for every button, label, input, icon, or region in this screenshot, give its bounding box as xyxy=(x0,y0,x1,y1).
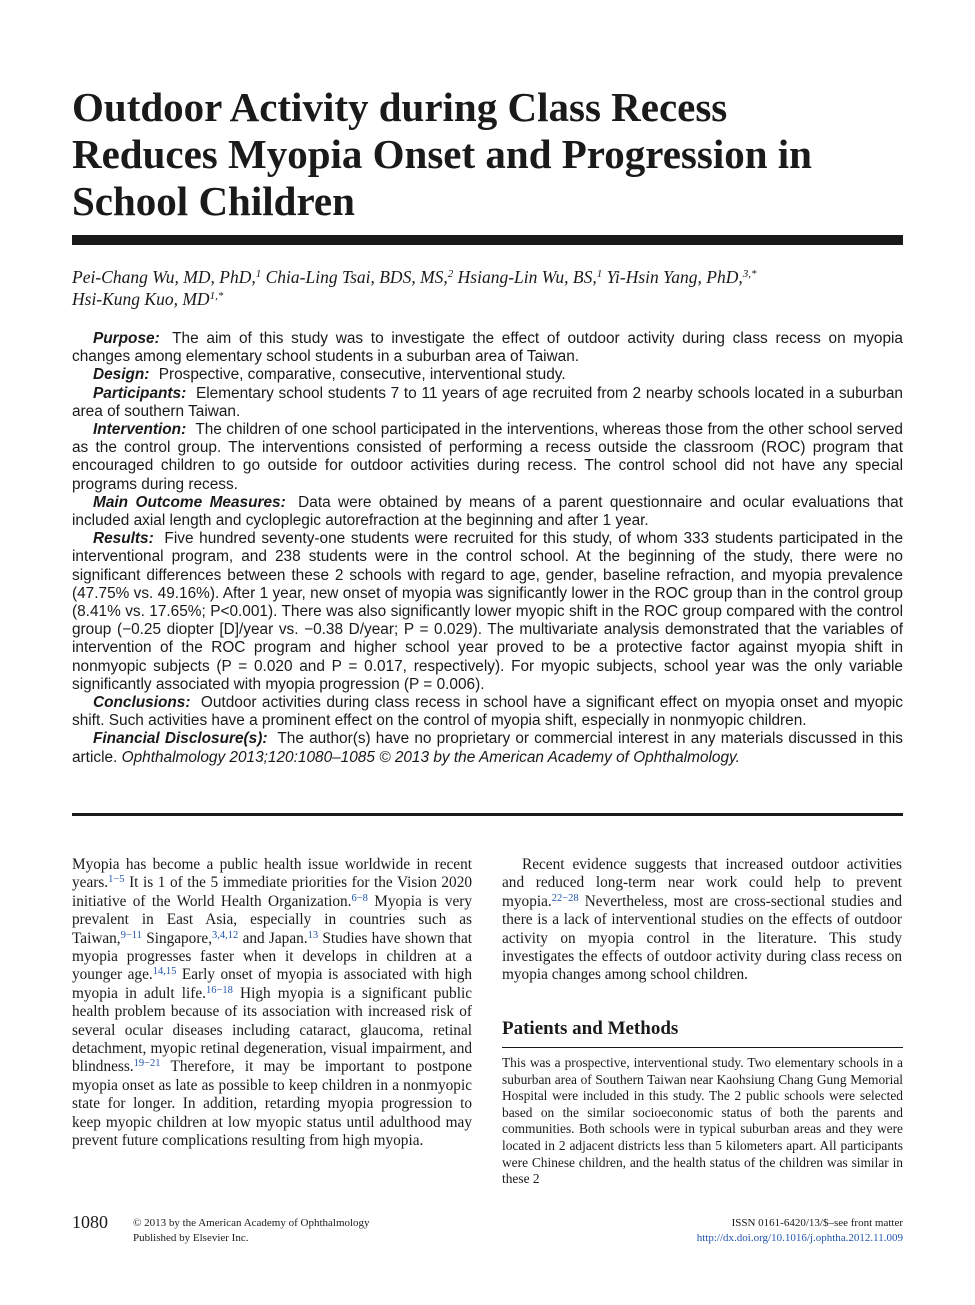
abstract-label: Results: xyxy=(93,530,154,548)
abstract-intervention xyxy=(72,421,903,494)
body-text: and Japan. xyxy=(238,929,308,947)
body-text: Therefore, it may be important to postpone myopia onset as late as possible to keep children in a nonmyopic state for longer. In addition, retarding myopia progression to keep myopic children at low myopic status until adulthood may prevent future complications resulting from high myopia. xyxy=(72,1058,472,1150)
title-divider xyxy=(72,235,903,245)
reference-link[interactable]: 3,4,12 xyxy=(212,929,239,941)
journal-citation: Ophthalmology 2013;120:1080–1085 © 2013 by the American Academy of Ophthalmology. xyxy=(121,748,740,766)
author-line-2 xyxy=(72,288,912,310)
body-text: Recent evidence suggests that increased outdoor activities and reduced long-term near work could help to prevent myopia. xyxy=(502,856,902,910)
reference-link[interactable]: 6−8 xyxy=(351,892,368,904)
author-name: Pei-Chang Wu, MD, PhD, xyxy=(72,267,256,287)
page-number: 1080 xyxy=(72,1212,108,1232)
author-name: Yi-Hsin Yang, PhD, xyxy=(606,267,743,287)
body-text: It is 1 of the 5 immediate priorities for the Vision 2020 initiative of the World Health Organization. xyxy=(72,874,472,910)
abstract-label: Intervention: xyxy=(93,421,187,439)
body-text: Myopia has become a public health issue worldwide in recent years. xyxy=(72,856,472,892)
abstract-label: Purpose: xyxy=(93,330,160,347)
abstract-text: Elementary school students 7 to 11 years of age recruited from 2 nearby schools located in a suburban area of southern Taiwan. xyxy=(72,384,903,420)
author-name: Hsi-Kung Kuo, MD xyxy=(72,289,210,309)
title-line-2: Reduces Myopia Onset and Progression in xyxy=(72,131,812,177)
abstract xyxy=(72,330,903,767)
issn-line: ISSN 0161-6420/13/$–see front matter xyxy=(731,1217,903,1229)
intro-paragraph-1 xyxy=(72,856,472,1151)
body-text: Early onset of myopia is associated with high myopia in adult life. xyxy=(72,966,472,1002)
footer-copyright xyxy=(133,1216,370,1245)
author-line-1 xyxy=(72,266,912,288)
abstract-text: Prospective, comparative, consecutive, interventional study. xyxy=(158,366,566,384)
reference-link[interactable]: 16−18 xyxy=(205,984,233,996)
body-column-right xyxy=(502,856,902,985)
reference-link[interactable]: 22−28 xyxy=(551,892,579,904)
abstract-label: Participants: xyxy=(93,384,187,402)
reference-link[interactable]: 19−21 xyxy=(133,1058,161,1070)
author-list xyxy=(72,266,912,310)
body-column-left xyxy=(72,856,472,1151)
abstract-label: Financial Disclosure(s): xyxy=(93,730,268,748)
abstract-label: Main Outcome Measures: xyxy=(93,493,286,511)
footer-identifiers xyxy=(697,1216,903,1245)
methods-paragraph: This was a prospective, interventional study. Two elementary schools in a suburban area of Southern Taiwan near Kaohsiung Chang Gung Memorial Hospital were included in this study. The 2 public schools were selected based on the similar socioeconomic status of both the parents and communities. Both schools were in typical suburban areas and they were located in 2 adjacent districts less than 5 kilometers apart. All participants were Chinese children, and the health status of the children was similar in these 2 xyxy=(502,1055,903,1187)
abstract-text: The children of one school participated in the interventions, whereas those from the other school served as the control group. The interventions consisted of performing a recess outside the classroom (ROC) program that encouraged children to go outside for outdoor activities during recess. The control school did not have any special programs during recess. xyxy=(72,421,903,493)
abstract-results xyxy=(72,530,903,694)
title-line-3: School Children xyxy=(72,178,355,224)
reference-link[interactable]: 1−5 xyxy=(108,874,125,886)
intro-paragraph-2 xyxy=(502,856,902,985)
section-divider xyxy=(502,1047,903,1048)
doi-link[interactable]: http://dx.doi.org/10.1016/j.ophtha.2012.11.009 xyxy=(696,1231,903,1244)
methods-text xyxy=(502,1055,903,1188)
reference-link[interactable]: 14,15 xyxy=(152,966,177,978)
reference-link[interactable]: 13 xyxy=(307,929,319,941)
section-heading-methods: Patients and Methods xyxy=(502,1018,679,1039)
body-text: Nevertheless, most are cross-sectional studies and there is a lack of interventional studies on the effects of outdoor activity on myopia control in the literature. This study investigates the effects of outdoor activity during class recess on myopia changes among school children. xyxy=(502,892,902,984)
author-name: Chia-Ling Tsai, BDS, MS, xyxy=(265,267,448,287)
author-affiliation: 1 xyxy=(255,268,262,280)
abstract-label: Design: xyxy=(93,366,150,384)
abstract-outcome-measures xyxy=(72,494,903,530)
abstract-text: Five hundred seventy-one students were recruited for this study, of whom 333 students participated in the interventional program, and 238 students were in the control school. At the beginning of the study, there were no significant differences between these 2 schools with regard to age, gender, baseline refraction, and myopia prevalence (47.75% vs. 49.16%). After 1 year, new onset of myopia was significantly lower in the ROC group than in the control group (8.41% vs. 17.65%; P<0.001). There was also significantly lower myopic shift in the ROC group compared with the control group (−0.25 diopter [D]/year vs. −0.38 D/year; P = 0.029). The multivariate analysis demonstrated that the variables of intervention of the ROC program and higher school year proved to be a protective factor against myopia shift in nonmyopic subjects (P = 0.020 and P = 0.017, respectively). For myopic subjects, school year was the only variable significantly associated with myopia progression (P = 0.006). xyxy=(72,530,903,693)
reference-link[interactable]: 9−11 xyxy=(120,929,142,941)
abstract-text: Data were obtained by means of a parent questionnaire and ocular evaluations that included axial length and cycloplegic autorefraction at the beginning and after 1 year. xyxy=(72,493,903,530)
abstract-text: The aim of this study was to investigate the effect of outdoor activity during class recess on myopia changes among elementary school students in a suburban area of Taiwan. xyxy=(72,330,903,366)
abstract-text: Outdoor activities during class recess in school have a significant effect on myopia onset and myopic shift. Such activities have a prominent effect on the control of myopia shift, especially in nonmyopic children. xyxy=(72,694,903,730)
author-affiliation: 2 xyxy=(447,268,454,280)
abstract-purpose xyxy=(72,330,903,366)
abstract-participants xyxy=(72,385,903,421)
title-line-1: Outdoor Activity during Class Recess xyxy=(72,84,728,130)
publisher-line: Published by Elsevier Inc. xyxy=(133,1231,249,1244)
article-title xyxy=(72,84,912,225)
copyright-line: © 2013 by the American Academy of Ophthalmology xyxy=(133,1217,370,1229)
abstract-label: Conclusions: xyxy=(93,694,191,712)
author-name: Hsiang-Lin Wu, BS, xyxy=(457,267,597,287)
abstract-design xyxy=(72,366,903,384)
abstract-divider xyxy=(72,813,903,816)
abstract-text: The author(s) have no proprietary or commercial interest in any materials discussed in this article. xyxy=(72,730,903,766)
author-affiliation: 1 xyxy=(596,268,603,280)
body-text: Myopia is very prevalent in East Asia, especially in countries such as Taiwan, xyxy=(72,892,472,947)
abstract-conclusions xyxy=(72,694,903,730)
author-affiliation: 3,* xyxy=(742,268,757,280)
author-affiliation: 1,* xyxy=(209,290,224,302)
body-text: High myopia is a significant public health problem because of its association with increased risk of several ocular diseases including cataract, glaucoma, retinal detachment, myopic retinal degeneration, visual impairment, and blindness. xyxy=(72,984,472,1076)
body-text: Singapore, xyxy=(141,929,213,947)
body-text: Studies have shown that myopia progresses faster when it develops in children at a younger age. xyxy=(72,929,472,984)
abstract-disclosure xyxy=(72,730,903,766)
